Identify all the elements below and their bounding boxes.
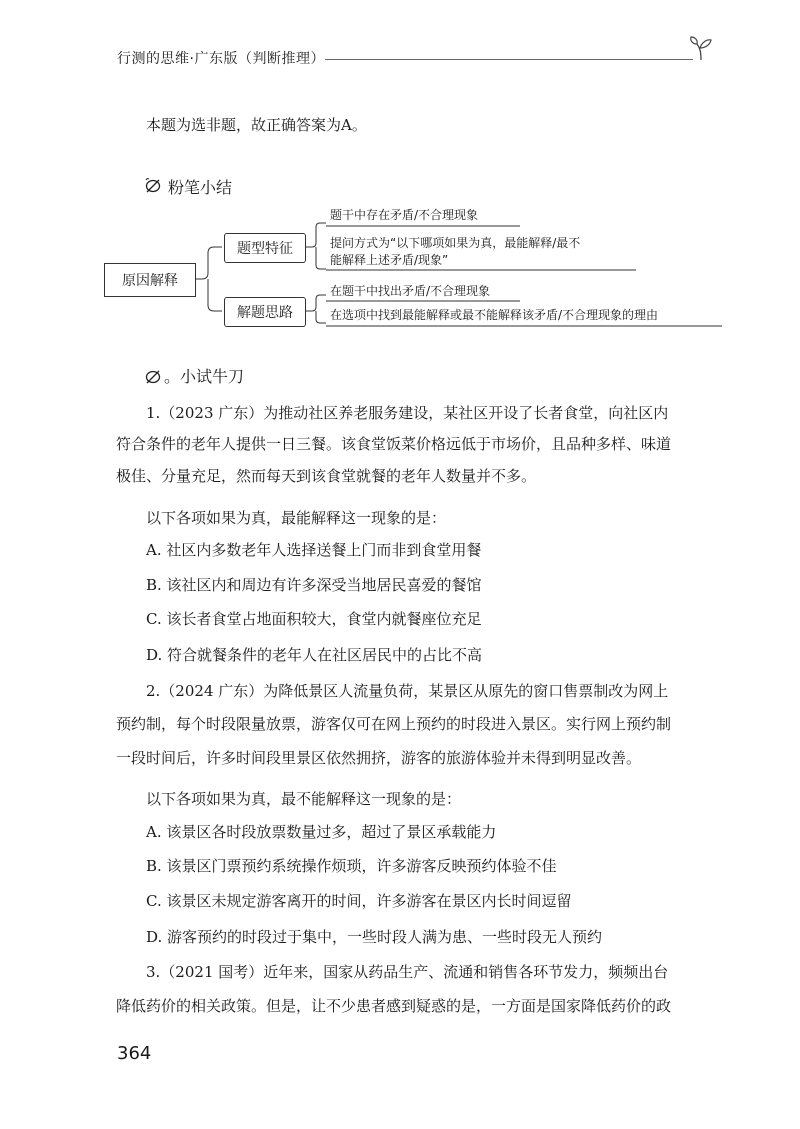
mindmap-leaf: 能解释上述矛盾/现象” [330, 253, 449, 267]
mindmap-leaf: 题干中存在矛盾/不合理现象 [330, 208, 479, 222]
mindmap-branch-2: 解题思路 [224, 297, 306, 327]
pen-icon [144, 177, 162, 197]
option-c: C. 该景区未规定游客离开的时间，许多游客在景区内长时间逗留 [146, 892, 572, 910]
practice-heading-text: 小试牛刀 [180, 367, 245, 386]
summary-heading [144, 175, 232, 198]
question-prompt: 以下各项如果为真，最不能解释这一现象的是： [146, 790, 462, 808]
option-b: B. 该社区内和周边有许多深受当地居民喜爱的餐馆 [146, 576, 482, 594]
answer-conclusion: 本题为选非题，故正确答案为A。 [146, 116, 367, 134]
option-b: B. 该景区门票预约系统操作烦琐，许多游客反映预约体验不佳 [146, 857, 557, 875]
question-text: 降低药价的相关政策。但是，让不少患者感到疑惑的是，一方面是国家降低药价的政 [116, 997, 672, 1015]
option-d: D. 游客预约的时段过于集中，一些时段人满为患、一些时段无人预约 [146, 928, 603, 946]
question-text: 3.（2021 国考）近年来，国家从药品生产、流通和销售各环节发力，频频出台 [146, 963, 669, 981]
mindmap-leaf: 在选项中找到最能解释或最不能解释该矛盾/不合理现象的理由 [330, 308, 659, 322]
mind-map [100, 203, 740, 343]
option-d: D. 符合就餐条件的老年人在社区居民中的占比不高 [146, 646, 483, 664]
sprout-icon [688, 34, 714, 66]
mindmap-branch-1: 题型特征 [224, 233, 306, 263]
option-a: A. 社区内多数老年人选择送餐上门而非到食堂用餐 [146, 541, 482, 559]
running-header: 行测的思维·广东版（判断推理） [117, 51, 325, 67]
question-text: 符合条件的老年人提供一日三餐。该食堂饭菜价格远低于市场价，且品种多样、味道 [116, 435, 672, 453]
question-text: 一段时间后，许多时间段里景区依然拥挤，游客的旅游体验并未得到明显改善。 [116, 749, 642, 767]
question-text: 2.（2024 广东）为降低景区人流量负荷，某景区从原先的窗口售票制改为网上 [146, 682, 669, 700]
page-number: 364 [117, 1043, 152, 1064]
summary-heading-text: 粉笔小结 [168, 178, 233, 197]
question-text: 预约制，每个时段限量放票，游客仅可在网上预约的时段进入景区。实行网上预约制 [116, 715, 672, 733]
question-text: 1.（2023 广东）为推动社区养老服务建设，某社区开设了长者食堂，向社区内 [146, 404, 669, 422]
question-text: 极佳、分量充足，然而每天到该食堂就餐的老年人数量并不多。 [116, 467, 537, 485]
header-rule [325, 59, 693, 60]
mindmap-root: 原因解释 [104, 263, 196, 297]
pen-icon [144, 368, 162, 388]
question-prompt: 以下各项如果为真，最能解释这一现象的是： [146, 509, 447, 527]
mindmap-leaf: 提问方式为“以下哪项如果为真，最能解释/最不 [330, 236, 581, 250]
practice-heading: 。小试牛刀 [144, 364, 244, 388]
mindmap-leaf: 在题干中找出矛盾/不合理现象 [330, 284, 491, 298]
option-a: A. 该景区各时段放票数量过多，超过了景区承载能力 [146, 823, 497, 841]
option-c: C. 该长者食堂占地面积较大，食堂内就餐座位充足 [146, 610, 482, 628]
